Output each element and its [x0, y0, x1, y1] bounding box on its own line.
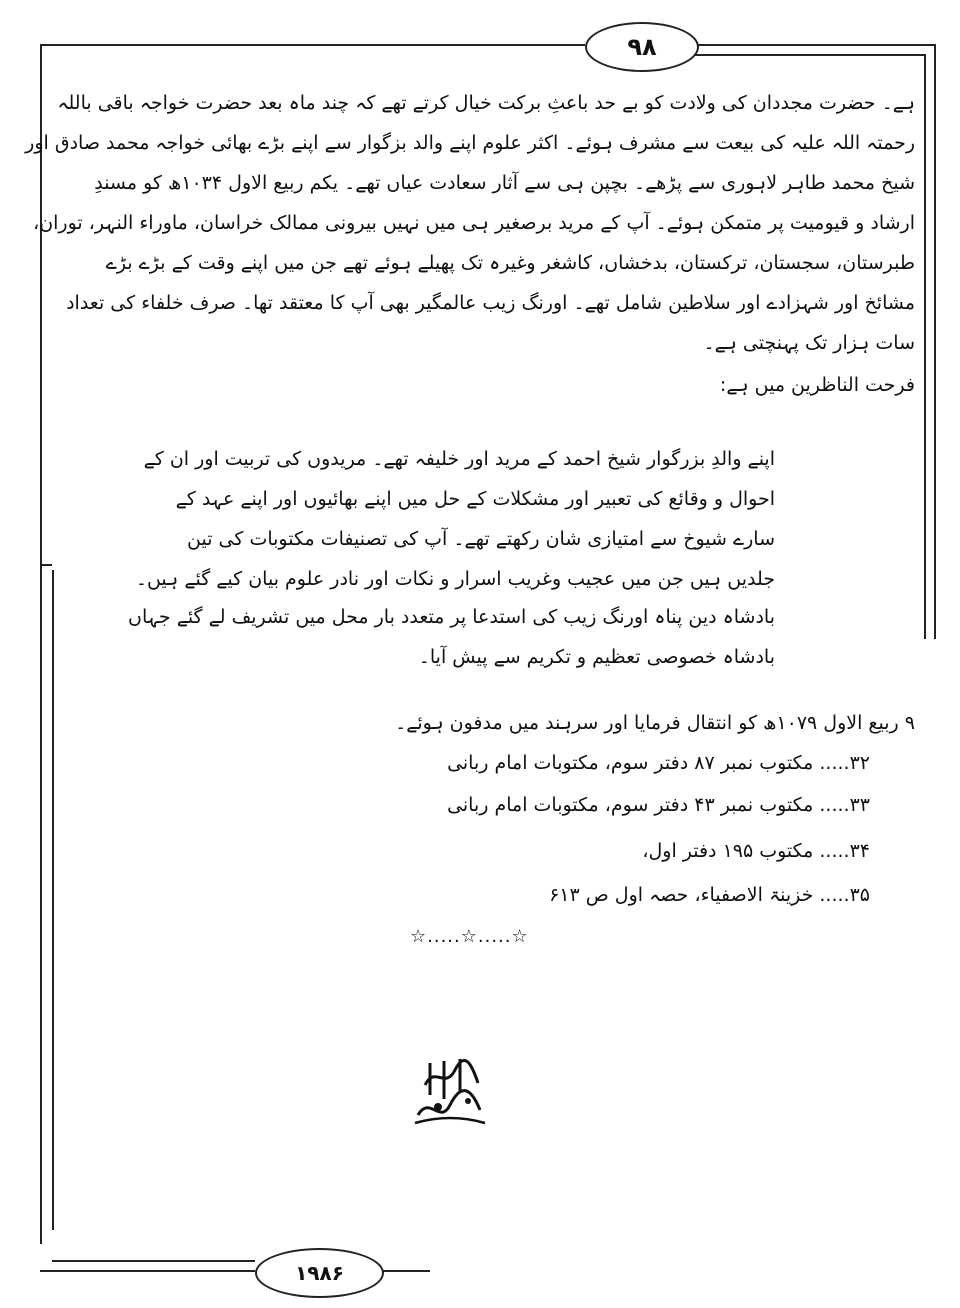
quote-block	[128, 448, 775, 698]
footnote: ۳۳..... مکتوب نمبر ۴۳ دفتر سوم، مکتوبات امام ربانی	[447, 794, 870, 816]
body-text	[25, 92, 915, 442]
body-line: رحمتہ اللہ علیہ کی بیعت سے مشرف ہوئے۔ اکثر علوم اپنے والد بزگوار سے اپنے بڑے بھائی خواجہ محمد صادق اور	[25, 132, 915, 154]
footnote: ۳۴..... مکتوب ۱۹۵ دفتر اول،	[642, 840, 870, 862]
frame-right-inner	[924, 54, 926, 639]
page-number-top: ۹۸	[585, 22, 699, 72]
quote-line: اپنے والدِ بزرگوار شیخ احمد کے مرید اور خلیفہ تھے۔ مریدوں کی تربیت اور ان کے	[143, 448, 775, 470]
quote-line: سارے شیوخ سے امتیازی شان رکھتے تھے۔ آپ کی تصنیفات مکتوبات کی تین	[187, 528, 775, 550]
footnote: ۳۲..... مکتوب نمبر ۸۷ دفتر سوم، مکتوبات امام ربانی	[447, 752, 870, 774]
quote-line: احوال و وقائع کی تعبیر اور مشکلات کے حل میں اپنے بھائیوں اور اپنے عہد کے	[175, 488, 775, 510]
frame-top-line-inner	[695, 54, 925, 56]
page-number-bottom: ۱۹۸۶	[255, 1248, 384, 1298]
frame-left-lower-inner	[52, 570, 54, 1230]
body-line: مشائخ اور شہزادے اور سلاطین شامل تھے۔ اورنگ زیب عالمگیر بھی آپ کا معتقد تھا۔ صرف خلفاء کی تعداد	[66, 292, 915, 314]
frame-left-line	[40, 44, 42, 564]
footnote: ۳۵..... خزینۃ الاصفیاء، حصہ اول ص ۶۱۳	[549, 884, 870, 906]
quote-line: جلدیں ہیں جن میں عجیب وغریب اسرار و نکات اور نادر علوم بیان کیے گئے ہیں۔	[135, 568, 775, 590]
frame-top-line	[40, 44, 585, 46]
calligraphy-emblem-icon	[410, 1055, 488, 1127]
frame-bottom-line-right	[380, 1270, 430, 1272]
body-line: ہے۔ حضرت مجددان کی ولادت کو بے حد باعثِ برکت خیال کرتے تھے کہ چند ماہ بعد حضرت خواجہ باقی باللہ	[57, 92, 915, 114]
frame-left-lower-line	[40, 564, 42, 1244]
quote-line: بادشاہ خصوصی تعظیم و تکریم سے پیش آیا۔	[418, 646, 775, 668]
footnotes	[447, 752, 870, 912]
frame-middle-step	[40, 564, 52, 566]
body-line: طبرستان، سجستان، ترکستان، بدخشاں، کاشغر وغیرہ تک پھیلے ہوئے تھے جن میں اپنے وقت کے بڑے بڑے	[105, 252, 915, 274]
body-line: سات ہزار تک پہنچتی ہے۔	[703, 332, 915, 354]
body-line: ارشاد و قیومیت پر متمکن ہوئے۔ آپ کے مرید برصغیر ہی میں نہیں بیرونی ممالک خراسان، ماوراء النہر، توران،	[33, 212, 915, 234]
frame-bottom-line-inner	[52, 1260, 255, 1262]
quote-intro: فرحت الناظرین میں ہے:	[719, 374, 915, 396]
quote-line: بادشاہ دین پناہ اورنگ زیب کی استدعا پر متعدد بار محل میں تشریف لے گئے جہاں	[128, 606, 775, 628]
closing-line: ۹ ربیع الاول ۱۰۷۹ھ کو انتقال فرمایا اور سرہند میں مدفون ہوئے۔	[395, 712, 915, 734]
star-separator: ☆.....☆.....☆	[410, 926, 529, 947]
frame-top-line-right	[695, 44, 935, 46]
body-line: شیخ محمد طاہر لاہوری سے پڑھے۔ بچپن ہی سے آثار سعادت عیاں تھے۔ یکم ربیع الاول ۱۰۳۴ھ کو مسندِ	[94, 172, 915, 194]
frame-bottom-line	[40, 1270, 255, 1272]
closing-text	[395, 712, 915, 742]
frame-right-line	[934, 44, 936, 639]
